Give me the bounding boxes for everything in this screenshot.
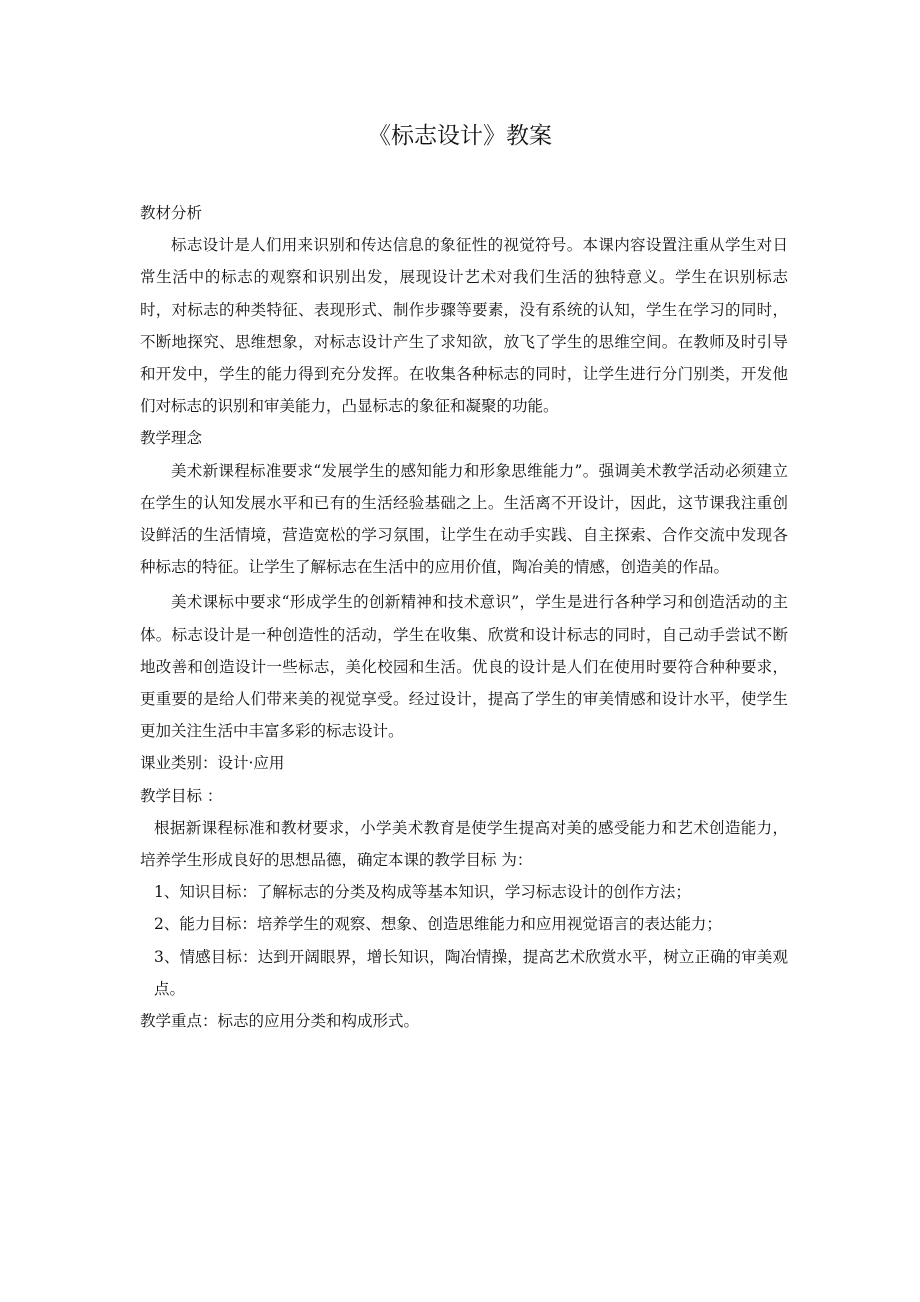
key-point-line: 教学重点：标志的应用分类和构成形式。 xyxy=(140,1012,420,1031)
goal-item-knowledge: 1、知识目标：了解标志的分类及构成等基本知识，学习标志设计的创作方法； xyxy=(154,883,691,902)
paragraph-goals-intro: 根据新课程标准和教材要求，小学美术教育是使学生提高对美的感受能力和艺术创造能力，培养学生形成良好的思想品德，确定本课的教学目标 为： xyxy=(140,818,788,870)
goal-item-ability: 2、能力目标：培养学生的观察、想象、创造思维能力和应用视觉语言的表达能力； xyxy=(154,915,722,934)
paragraph-teaching-concept-1: 美术新课程标准要求“发展学生的感知能力和形象思维能力”。强调美术教学活动必须建立在学生的认知发展水平和已有的生活经验基础之上。生活离不开设计，因此，这节课我注重创设鲜活的生活情境，营造宽松的学习氛围，让学生在动手实践、自主探索、合作交流中发现各种标志的特征。让学生了解标志在生活中的应用价值，陶冶美的情感，创造美的作品。 xyxy=(140,461,788,577)
section-heading-teaching-concept: 教学理念 xyxy=(140,429,203,448)
document-body xyxy=(140,197,788,1037)
goal-item-emotion: 3、情感目标：达到开阔眼界，增长知识，陶冶情操，提高艺术欣赏水平，树立正确的审美观点。 xyxy=(154,947,788,998)
document-title: 《标志设计》教案 xyxy=(368,123,552,149)
course-category-line: 课业类别：设计·应用 xyxy=(140,754,285,773)
section-heading-material-analysis: 教材分析 xyxy=(140,204,203,222)
section-heading-teaching-goals: 教学目标 ： xyxy=(140,786,223,805)
paragraph-material-analysis: 标志设计是人们用来识别和传达信息的象征性的视觉符号。本课内容设置注重从学生对日常生活中的标志的观察和识别出发，展现设计艺术对我们生活的独特意义。学生在识别标志时，对标志的种类特征、表现形式、制作步骤等要素，没有系统的认知，学生在学习的同时，不断地探究、思维想象，对标志设计产生了求知欲，放飞了学生的思维空间。在教师及时引导和开发中，学生的能力得到充分发挥。在收集各种标志的同时，让学生进行分门别类，开发他们对标志的识别和审美能力，凸显标志的象征和凝聚的功能。 xyxy=(140,236,788,416)
paragraph-teaching-concept-2: 美术课标中要求“形成学生的创新精神和技术意识”，学生是进行各种学习和创造活动的主体。标志设计是一种创造性的活动，学生在收集、欣赏和设计标志的同时，自己动手尝试不断地改善和创造设计一些标志，美化校园和生活。优良的设计是人们在使用时要符合种种要求，更重要的是给人们带来美的视觉享受。经过设计，提高了学生的审美情感和设计水平，使学生更加关注生活中丰富多彩的标志设计。 xyxy=(140,593,788,741)
